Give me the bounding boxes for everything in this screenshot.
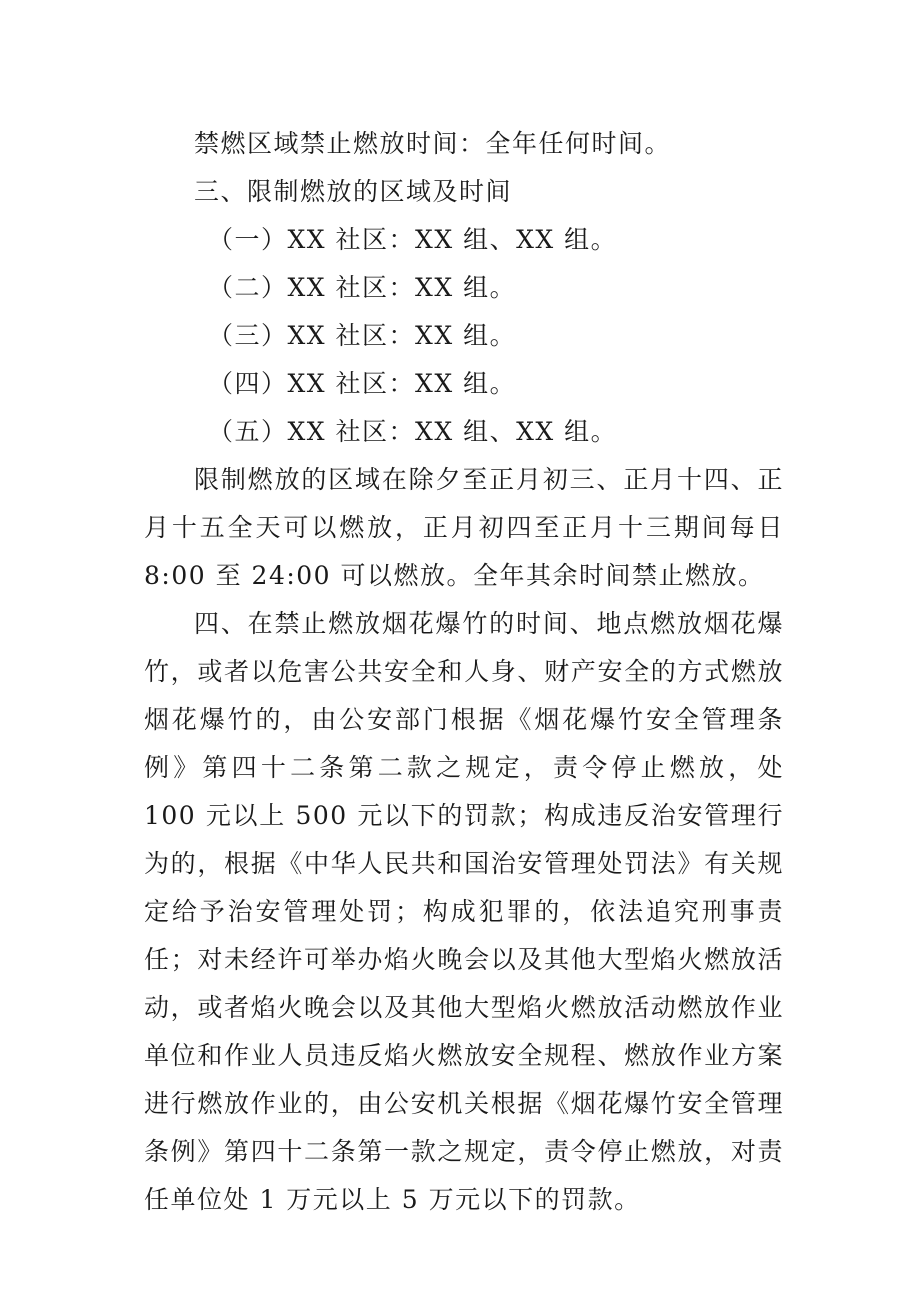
prohibited-time-line: 禁燃区域禁止燃放时间：全年任何时间。 [194, 129, 672, 158]
list-item: （五）XX 社区：XX 组、XX 组。 [208, 417, 618, 446]
document-body [144, 120, 784, 1224]
list-item: （一）XX 社区：XX 组、XX 组。 [208, 225, 618, 254]
section-three-heading: 三、限制燃放的区域及时间 [194, 177, 513, 206]
list-item: （三）XX 社区：XX 组。 [208, 321, 517, 350]
penalty-paragraph: 四、在禁止燃放烟花爆竹的时间、地点燃放烟花爆竹，或者以危害公共安全和人身、财产安全的方式燃放烟花爆竹的，由公安部门根据《烟花爆竹安全管理条例》第四十二条第二款之规定，责令停止燃放，处 100 元以上 500 元以下的罚款；构成违反治安管理行为的，根据《中华人民共和国治安管理处罚法》有关规定给予治安管理处罚；构成犯罪的，依法追究刑事责任；对未经许可举办焰火晚会以及其他大型焰火燃放活动，或者焰火晚会以及其他大型焰火燃放活动燃放作业单位和作业人员违反焰火燃放安全规程、燃放作业方案进行燃放作业的，由公安机关根据《烟花爆竹安全管理条例》第四十二条第一款之规定，责令停止燃放，对责任单位处 1 万元以上 5 万元以下的罚款。 [144, 609, 784, 1214]
list-item: （二）XX 社区：XX 组。 [208, 273, 517, 302]
list-item: （四）XX 社区：XX 组。 [208, 369, 517, 398]
restricted-time-paragraph: 限制燃放的区域在除夕至正月初三、正月十四、正月十五全天可以燃放，正月初四至正月十三期间每日 8:00 至 24:00 可以燃放。全年其余时间禁止燃放。 [144, 465, 784, 590]
